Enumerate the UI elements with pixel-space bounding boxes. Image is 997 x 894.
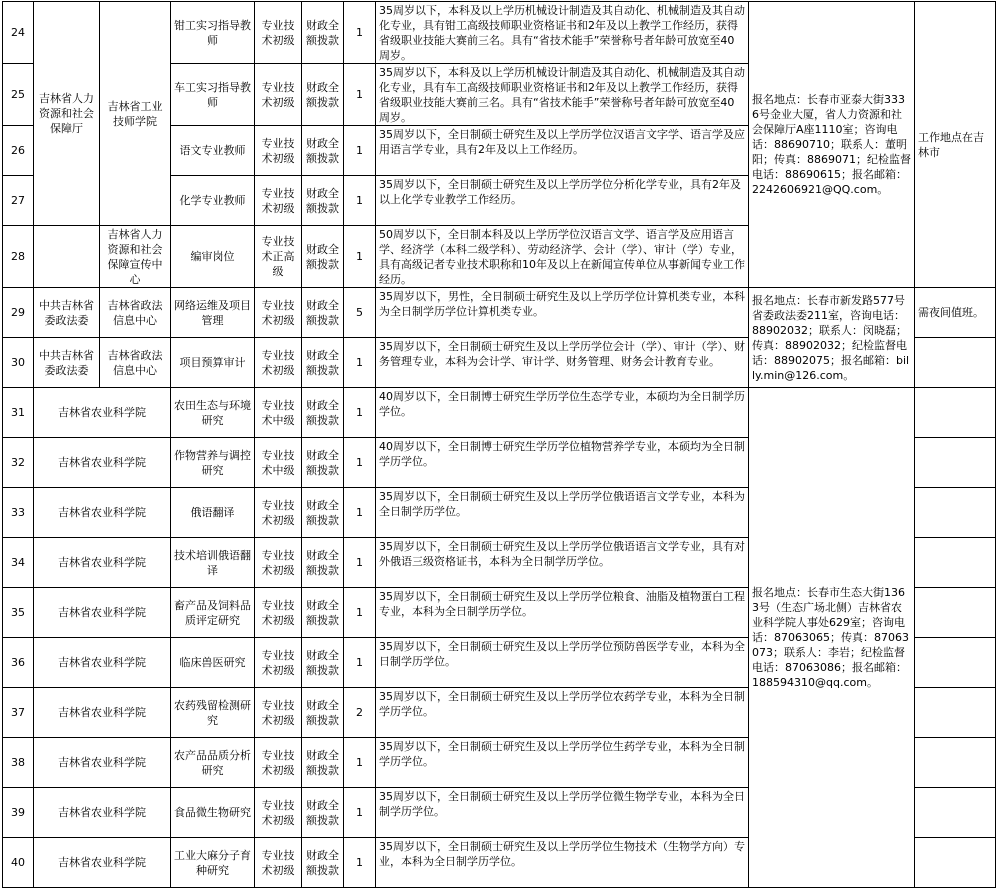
post-cell: 编审岗位	[171, 226, 255, 288]
type-cell: 专业技术初级	[255, 788, 302, 838]
note-cell-empty	[915, 538, 996, 588]
table-row	[3, 288, 996, 338]
dept-cell: 中共吉林省委政法委	[34, 338, 100, 388]
requirement-cell: 40周岁以下，全日制博士研究生学历学位生态学专业，本硕均为全日制学历学位。	[376, 388, 749, 438]
dept-cell: 吉林省农业科学院	[34, 788, 171, 838]
count-cell: 1	[344, 226, 376, 288]
row-number: 25	[3, 64, 34, 126]
row-number: 34	[3, 538, 34, 588]
post-cell: 俄语翻译	[171, 488, 255, 538]
funding-cell: 财政全额拨款	[302, 2, 344, 64]
funding-cell: 财政全额拨款	[302, 438, 344, 488]
requirement-cell: 35周岁以下，全日制硕士研究生及以上学历学位农药学专业，本科为全日制学历学位。	[376, 688, 749, 738]
type-cell: 专业技术初级	[255, 838, 302, 888]
requirement-cell: 35周岁以下，全日制硕士研究生及以上学历学位粮食、油脂及植物蛋白工程专业，本科为全日制学历学位。	[376, 588, 749, 638]
unit-cell: 吉林省政法信息中心	[100, 338, 171, 388]
row-number: 29	[3, 288, 34, 338]
type-cell: 专业技术初级	[255, 2, 302, 64]
dept-cell: 吉林省农业科学院	[34, 538, 171, 588]
post-cell: 作物营养与调控研究	[171, 438, 255, 488]
count-cell: 1	[344, 588, 376, 638]
funding-cell: 财政全额拨款	[302, 538, 344, 588]
count-cell: 1	[344, 388, 376, 438]
count-cell: 1	[344, 788, 376, 838]
row-number: 24	[3, 2, 34, 64]
count-cell: 2	[344, 688, 376, 738]
type-cell: 专业技术正高级	[255, 226, 302, 288]
requirement-cell: 35周岁以下，全日制硕士研究生及以上学历学位汉语言文字学、语言学及应用语言学专业，具有2年及以上工作经历。	[376, 126, 749, 176]
note-cell-empty	[915, 388, 996, 438]
note-cell-empty	[915, 438, 996, 488]
type-cell: 专业技术初级	[255, 64, 302, 126]
dept-cell: 吉林省人力资源和社会保障厅	[34, 2, 100, 226]
count-cell: 1	[344, 538, 376, 588]
type-cell: 专业技术中级	[255, 438, 302, 488]
requirement-cell: 40周岁以下，全日制博士研究生学历学位植物营养学专业，本硕均为全日制学历学位。	[376, 438, 749, 488]
funding-cell: 财政全额拨款	[302, 688, 344, 738]
funding-cell: 财政全额拨款	[302, 638, 344, 688]
type-cell: 专业技术初级	[255, 488, 302, 538]
post-cell: 工业大麻分子育种研究	[171, 838, 255, 888]
type-cell: 专业技术初级	[255, 338, 302, 388]
funding-cell: 财政全额拨款	[302, 288, 344, 338]
count-cell: 1	[344, 488, 376, 538]
funding-cell: 财政全额拨款	[302, 176, 344, 226]
unit-cell: 吉林省工业技师学院	[100, 2, 171, 226]
funding-cell: 财政全额拨款	[302, 738, 344, 788]
type-cell: 专业技术初级	[255, 638, 302, 688]
row-number: 40	[3, 838, 34, 888]
funding-cell: 财政全额拨款	[302, 126, 344, 176]
requirement-cell: 35周岁以下，全日制硕士研究生及以上学历学位会计（学）、审计（学）、财务管理专业，本科为会计学、审计学、财务管理、财务会计教育专业。	[376, 338, 749, 388]
row-number: 27	[3, 176, 34, 226]
count-cell: 1	[344, 338, 376, 388]
requirement-cell: 35周岁以下，全日制硕士研究生及以上学历学位微生物学专业，本科为全日制学历学位。	[376, 788, 749, 838]
note-cell-empty	[915, 588, 996, 638]
note-cell-empty	[915, 638, 996, 688]
funding-cell: 财政全额拨款	[302, 226, 344, 288]
row-number: 36	[3, 638, 34, 688]
contact-cell: 报名地点：长春市新发路577号省委政法委211室，咨询电话：88902032；联系人：闵晓磊；传真：88902032；纪检监督电话：88902075；报名邮箱：billy.min@126.com。	[749, 288, 915, 388]
requirement-cell: 35周岁以下，本科及以上学历机械设计制造及其自动化、机械制造及其自动化专业，具有钳工高级技师职业资格证书和2年及以上教学工作经历，获得省级职业技能大赛前三名。具有“省技术能手”荣誉称号者年龄可放宽至40周岁。	[376, 2, 749, 64]
dept-cell: 吉林省农业科学院	[34, 638, 171, 688]
requirement-cell: 35周岁以下，本科及以上学历机械设计制造及其自动化、机械制造及其自动化专业，具有车工高级技师职业资格证书和2年及以上教学工作经历，获得省级职业技能大赛前三名。具有“省技术能手”荣誉称号者年龄可放宽至40周岁。	[376, 64, 749, 126]
type-cell: 专业技术中级	[255, 388, 302, 438]
requirement-cell: 35周岁以下，男性，全日制硕士研究生及以上学历学位计算机类专业，本科为全日制学历学位计算机类专业。	[376, 288, 749, 338]
count-cell: 5	[344, 288, 376, 338]
count-cell: 1	[344, 176, 376, 226]
row-number: 32	[3, 438, 34, 488]
row-number: 35	[3, 588, 34, 638]
requirement-cell: 35周岁以下，全日制硕士研究生及以上学历学位生药学专业，本科为全日制学历学位。	[376, 738, 749, 788]
post-cell: 农田生态与环境研究	[171, 388, 255, 438]
post-cell: 技术培训俄语翻译	[171, 538, 255, 588]
contact-cell: 报名地点：长春市亚泰大街3336号金业大厦，省人力资源和社会保障厅A座1110室；咨询电话：88690710；联系人：董明阳；传真：8869071；纪检监督电话：88690615；报名邮箱：2242606921@QQ.com。	[749, 2, 915, 288]
row-number: 28	[3, 226, 34, 288]
dept-cell: 吉林省农业科学院	[34, 688, 171, 738]
row-number: 31	[3, 388, 34, 438]
requirement-cell: 35周岁以下，全日制硕士研究生及以上学历学位俄语语言文学专业，本科为全日制学历学位。	[376, 488, 749, 538]
note-cell: 工作地点在吉林市	[915, 2, 996, 288]
count-cell: 1	[344, 738, 376, 788]
type-cell: 专业技术初级	[255, 288, 302, 338]
type-cell: 专业技术初级	[255, 538, 302, 588]
dept-cell-empty	[34, 226, 100, 288]
unit-cell: 吉林省政法信息中心	[100, 288, 171, 338]
job-table	[2, 1, 996, 888]
requirement-cell: 35周岁以下，全日制硕士研究生及以上学历学位分析化学专业，具有2年及以上化学专业教学工作经历。	[376, 176, 749, 226]
note-cell: 需夜间值班。	[915, 288, 996, 338]
note-cell-empty	[915, 738, 996, 788]
post-cell: 农药残留检测研究	[171, 688, 255, 738]
funding-cell: 财政全额拨款	[302, 788, 344, 838]
funding-cell: 财政全额拨款	[302, 588, 344, 638]
requirement-cell: 35周岁以下，全日制硕士研究生及以上学历学位俄语语言文学专业，具有对外俄语三级资格证书，本科为全日制学历学位。	[376, 538, 749, 588]
count-cell: 1	[344, 438, 376, 488]
requirement-cell: 35周岁以下，全日制硕士研究生及以上学历学位预防兽医学专业，本科为全日制学历学位。	[376, 638, 749, 688]
post-cell: 农产品品质分析研究	[171, 738, 255, 788]
post-cell: 网络运维及项目管理	[171, 288, 255, 338]
post-cell: 食品微生物研究	[171, 788, 255, 838]
table-row	[3, 388, 996, 438]
funding-cell: 财政全额拨款	[302, 64, 344, 126]
funding-cell: 财政全额拨款	[302, 838, 344, 888]
row-number: 30	[3, 338, 34, 388]
count-cell: 1	[344, 638, 376, 688]
row-number: 37	[3, 688, 34, 738]
count-cell: 1	[344, 64, 376, 126]
post-cell: 车工实习指导教师	[171, 64, 255, 126]
row-number: 38	[3, 738, 34, 788]
unit-cell: 吉林省人力资源和社会保障宣传中心	[100, 226, 171, 288]
post-cell: 钳工实习指导教师	[171, 2, 255, 64]
dept-cell: 吉林省农业科学院	[34, 838, 171, 888]
funding-cell: 财政全额拨款	[302, 338, 344, 388]
post-cell: 畜产品及饲料品质评定研究	[171, 588, 255, 638]
row-number: 26	[3, 126, 34, 176]
count-cell: 1	[344, 126, 376, 176]
row-number: 39	[3, 788, 34, 838]
note-cell-empty	[915, 688, 996, 738]
requirement-cell: 50周岁以下，全日制本科及以上学历学位汉语言文学、语言学及应用语言学、经济学（本科二级学科）、劳动经济学、会计（学）、审计（学）专业，具有高级记者专业技术职称和10年及以上在新闻宣传单位从事新闻专业工作经历。	[376, 226, 749, 288]
post-cell: 项目预算审计	[171, 338, 255, 388]
type-cell: 专业技术初级	[255, 176, 302, 226]
dept-cell: 中共吉林省委政法委	[34, 288, 100, 338]
contact-cell: 报名地点：长春市生态大街1363号（生态广场北侧）吉林省农业科学院人事处629室；咨询电话：87063065；传真：87063073；联系人：李岩；纪检监督电话：87063086；报名邮箱：188594310@qq.com。	[749, 388, 915, 888]
dept-cell: 吉林省农业科学院	[34, 588, 171, 638]
post-cell: 语文专业教师	[171, 126, 255, 176]
row-number: 33	[3, 488, 34, 538]
funding-cell: 财政全额拨款	[302, 488, 344, 538]
note-cell-empty	[915, 338, 996, 388]
note-cell-empty	[915, 488, 996, 538]
dept-cell: 吉林省农业科学院	[34, 438, 171, 488]
type-cell: 专业技术初级	[255, 588, 302, 638]
note-cell-empty	[915, 788, 996, 838]
dept-cell: 吉林省农业科学院	[34, 388, 171, 438]
post-cell: 化学专业教师	[171, 176, 255, 226]
dept-cell: 吉林省农业科学院	[34, 488, 171, 538]
type-cell: 专业技术初级	[255, 738, 302, 788]
count-cell: 1	[344, 2, 376, 64]
type-cell: 专业技术初级	[255, 688, 302, 738]
post-cell: 临床兽医研究	[171, 638, 255, 688]
note-cell-empty	[915, 838, 996, 888]
dept-cell: 吉林省农业科学院	[34, 738, 171, 788]
requirement-cell: 35周岁以下，全日制硕士研究生及以上学历学位生物技术（生物学方向）专业，本科为全日制学历学位。	[376, 838, 749, 888]
count-cell: 1	[344, 838, 376, 888]
funding-cell: 财政全额拨款	[302, 388, 344, 438]
table-row	[3, 2, 996, 64]
type-cell: 专业技术初级	[255, 126, 302, 176]
